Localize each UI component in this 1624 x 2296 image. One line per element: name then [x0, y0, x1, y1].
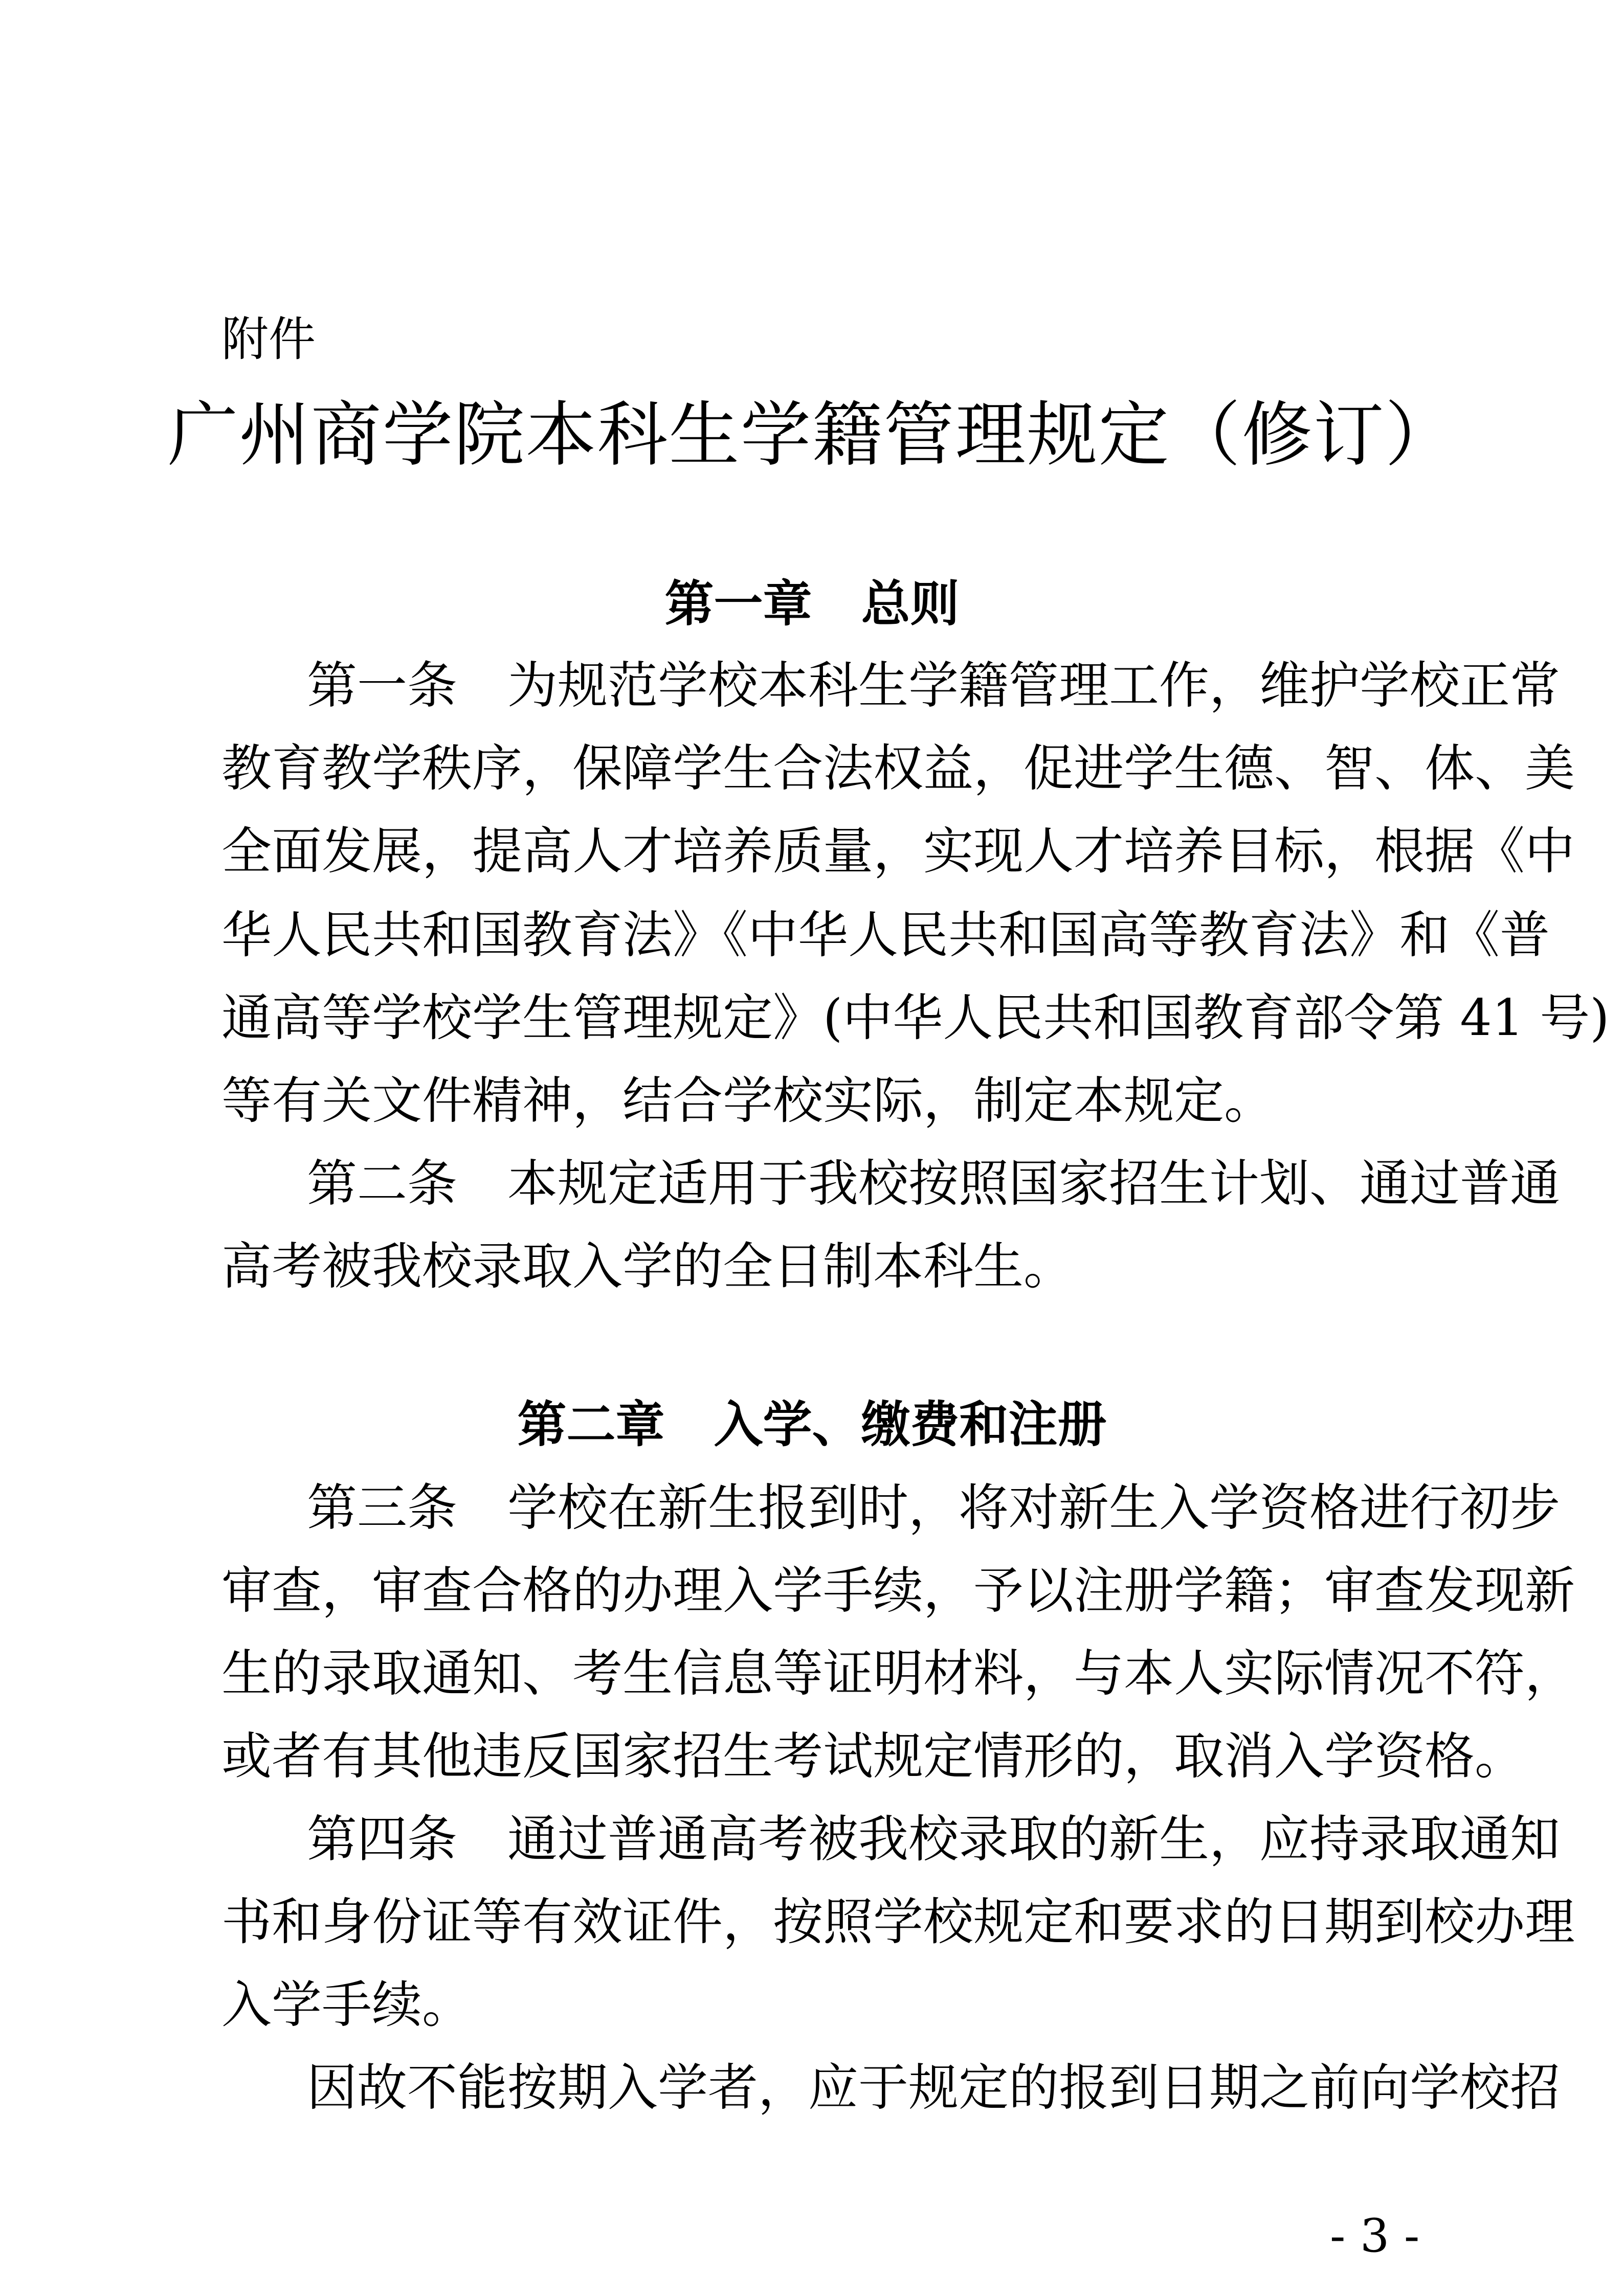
article-4-paragraph-2-line: 因故不能按期入学者，应于规定的报到日期之前向学校招: [307, 2059, 1561, 2117]
article-1-line: 教育教学秩序，保障学生合法权益，促进学生德、智、体、美: [221, 739, 1575, 798]
chapter-1-heading: 第一章 总则: [664, 575, 960, 633]
attachment-label: 附件: [221, 312, 316, 367]
article-1-line: 等有关文件精神，结合学校实际，制定本规定。: [221, 1072, 1275, 1130]
article-3-line: 或者有其他违反国家招生考试规定情形的，取消入学资格。: [221, 1727, 1525, 1786]
page-number: - 3 -: [1330, 2209, 1420, 2263]
article-3-line: 第三条 学校在新生报到时，将对新生入学资格进行初步: [307, 1479, 1561, 1537]
article-4-line: 入学手续。: [221, 1976, 473, 2034]
article-1-line: 华人民共和国教育法》《中华人民共和国高等教育法》和《普: [221, 906, 1550, 964]
article-3-line: 生的录取通知、考生信息等证明材料，与本人实际情况不符，: [221, 1645, 1575, 1703]
article-2-line: 第二条 本规定适用于我校按照国家招生计划、通过普通: [307, 1155, 1561, 1213]
article-1-line: 通高等学校学生管理规定》(中华人民共和国教育部令第 41 号): [221, 989, 1610, 1047]
article-2-line: 高考被我校录取入学的全日制本科生。: [221, 1237, 1074, 1296]
article-1-line: 全面发展，提高人才培养质量，实现人才培养目标，根据《中: [221, 822, 1575, 881]
article-3-line: 审查，审查合格的办理入学手续，予以注册学籍；审查发现新: [221, 1562, 1575, 1620]
article-1-line: 第一条 为规范学校本科生学籍管理工作，维护学校正常: [307, 657, 1561, 715]
article-4-line: 书和身份证等有效证件，按照学校规定和要求的日期到校办理: [221, 1893, 1575, 1951]
document-title: 广州商学院本科生学籍管理规定（修订）: [167, 394, 1457, 476]
article-4-line: 第四条 通过普通高考被我校录取的新生，应持录取通知: [307, 1810, 1561, 1869]
chapter-2-heading: 第二章 入学、缴费和注册: [517, 1396, 1107, 1453]
